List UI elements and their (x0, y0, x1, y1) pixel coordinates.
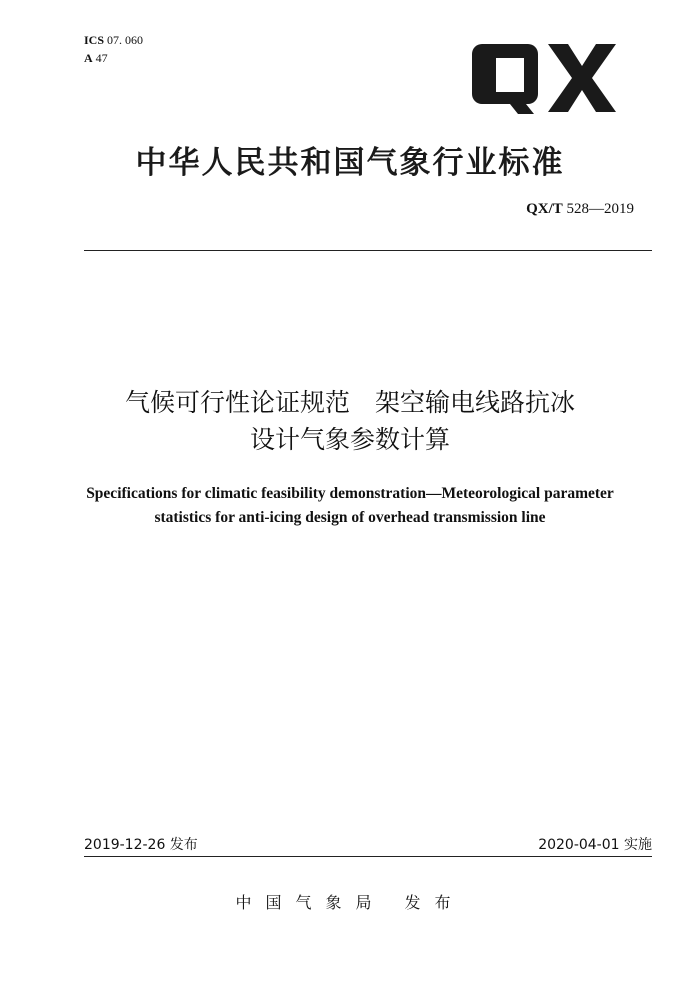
qx-logo (470, 40, 630, 116)
implementation-date: 2020-04-01 实施 (538, 837, 652, 853)
standard-code: QX/T (526, 201, 563, 217)
issue-date: 2019-12-26 发布 (84, 837, 198, 853)
ccs-classification (84, 51, 108, 65)
industry-standard-title: 中华人民共和国气象行业标准 (135, 145, 565, 181)
english-title-line1: Specifications for climatic feasibility demonstration—Meteorological parameter (86, 485, 614, 502)
qx-logo-mark (472, 44, 616, 114)
top-divider (84, 250, 652, 251)
standard-year-number: 528—2019 (562, 201, 634, 217)
issuing-authority: 中国气象局 发布 (235, 893, 465, 912)
standard-number (526, 201, 634, 218)
english-title-line2: statistics for anti-icing design of overhead transmission line (154, 509, 546, 526)
ics-label: ICS (84, 33, 105, 47)
ccs-code: 47 (92, 51, 108, 65)
logo-q-shape (472, 44, 538, 114)
ics-code: 07. 060 (104, 33, 144, 47)
chinese-title-line2: 设计气象参数计算 (249, 425, 450, 454)
ccs-label: A (84, 51, 93, 65)
chinese-title-line1: 气候可行性论证规范 架空输电线路抗冰 (124, 388, 575, 417)
bottom-divider (84, 856, 652, 857)
ics-classification (84, 33, 143, 47)
logo-x-shape (548, 44, 616, 112)
